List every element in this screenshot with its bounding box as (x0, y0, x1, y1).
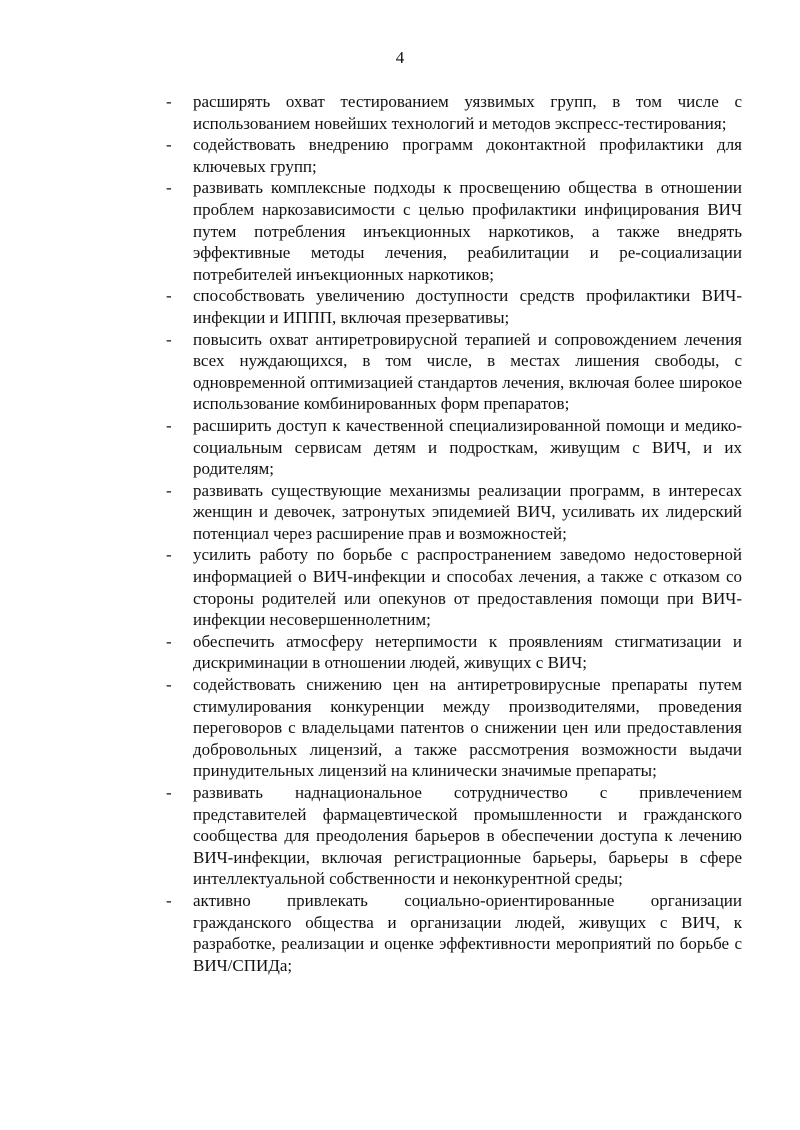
list-item-text: развивать наднациональное сотрудничество с привлечением представителей фармацевтической промышленности и гражданского сообщества для преодоления барьеров в обеспечении доступа к лечению ВИЧ-инфекции, включая регистрационные барьеры, барьеры в сфере интеллектуальной собственности и неконкурентной среды; (193, 783, 742, 889)
list-item-dash: - (166, 783, 172, 802)
list-item (166, 285, 742, 328)
list-item-dash: - (166, 545, 172, 565)
page-number: 4 (395, 48, 405, 67)
list-item-text: повысить охват антиретровирусной терапией и сопровождением лечения всех нуждающихся, в том числе, в местах лишения свободы, с одновременной оптимизацией стандартов лечения, включая более широкое использование комбинированных форм препаратов; (193, 329, 742, 414)
list-item (166, 782, 742, 890)
list-item-dash: - (166, 415, 172, 435)
list-item (166, 890, 742, 976)
list-item-dash: - (166, 92, 172, 111)
list-item (166, 415, 742, 480)
list-item-text: расширить доступ к качественной специализированной помощи и медико-социальным сервисам детям и подросткам, живущим с ВИЧ, и их родителям; (193, 415, 742, 479)
list-item (166, 177, 742, 285)
list-item (166, 91, 742, 134)
list-item-text: обеспечить атмосферу нетерпимости к проявлениям стигматизации и дискриминации в отношении людей, живущих с ВИЧ; (193, 631, 742, 673)
list-item-dash: - (166, 480, 172, 500)
list-item-text: активно привлекать социально-ориентированные организации гражданского общества и организации людей, живущих с ВИЧ, к разработке, реализации и оценке эффективности мероприятий по борьбе с ВИЧ/СПИДа; (193, 890, 742, 975)
list-item (166, 134, 742, 177)
list-item (166, 480, 742, 545)
list-item (166, 631, 742, 674)
list-item-text: способствовать увеличению доступности средств профилактики ВИЧ-инфекции и ИППП, включая презервативы; (193, 286, 742, 327)
list-item-dash: - (166, 631, 172, 651)
list-item-text: расширять охват тестированием уязвимых групп, в том числе с использованием новейших технологий и методов экспресс-тестирования; (193, 92, 742, 133)
list-item-text: усилить работу по борьбе с распространением заведомо недостоверной информацией о ВИЧ-инфекции и способах лечения, а также с отказом со стороны родителей или опекунов от предоставления помощи при ВИЧ-инфекции несовершеннолетним; (193, 545, 742, 630)
list-item-dash: - (166, 135, 172, 155)
list-item-text: развивать существующие механизмы реализации программ, в интересах женщин и девочек, затронутых эпидемией ВИЧ, усиливать их лидерский потенциал через расширение прав и возможностей; (193, 480, 742, 543)
list-item (166, 544, 742, 630)
list-item-dash: - (166, 890, 172, 910)
list-item (166, 329, 742, 415)
list-item-text: содействовать снижению цен на антиретровирусные препараты путем стимулирования конкуренции между производителями, проведения переговоров с владельцами патентов о снижении цен или предоставления добровольных лицензий, а также рассмотрения возможности выдачи принудительных лицензий на клинически значимые препараты; (193, 675, 742, 781)
list-item-dash: - (166, 178, 172, 198)
list-item-text: содействовать внедрению программ доконтактной профилактики для ключевых групп; (193, 135, 742, 176)
bullet-list (166, 91, 742, 976)
list-item-dash: - (166, 286, 172, 306)
list-item-dash: - (166, 675, 172, 695)
list-item (166, 674, 742, 782)
list-item-text: развивать комплексные подходы к просвещению общества в отношении проблем наркозависимости с целью профилактики инфицирования ВИЧ путем потребления инъекционных наркотиков, а также внедрять эффективные методы лечения, реабилитации и ре-социализации потребителей инъекционных наркотиков; (193, 178, 742, 284)
list-item-dash: - (166, 329, 172, 349)
